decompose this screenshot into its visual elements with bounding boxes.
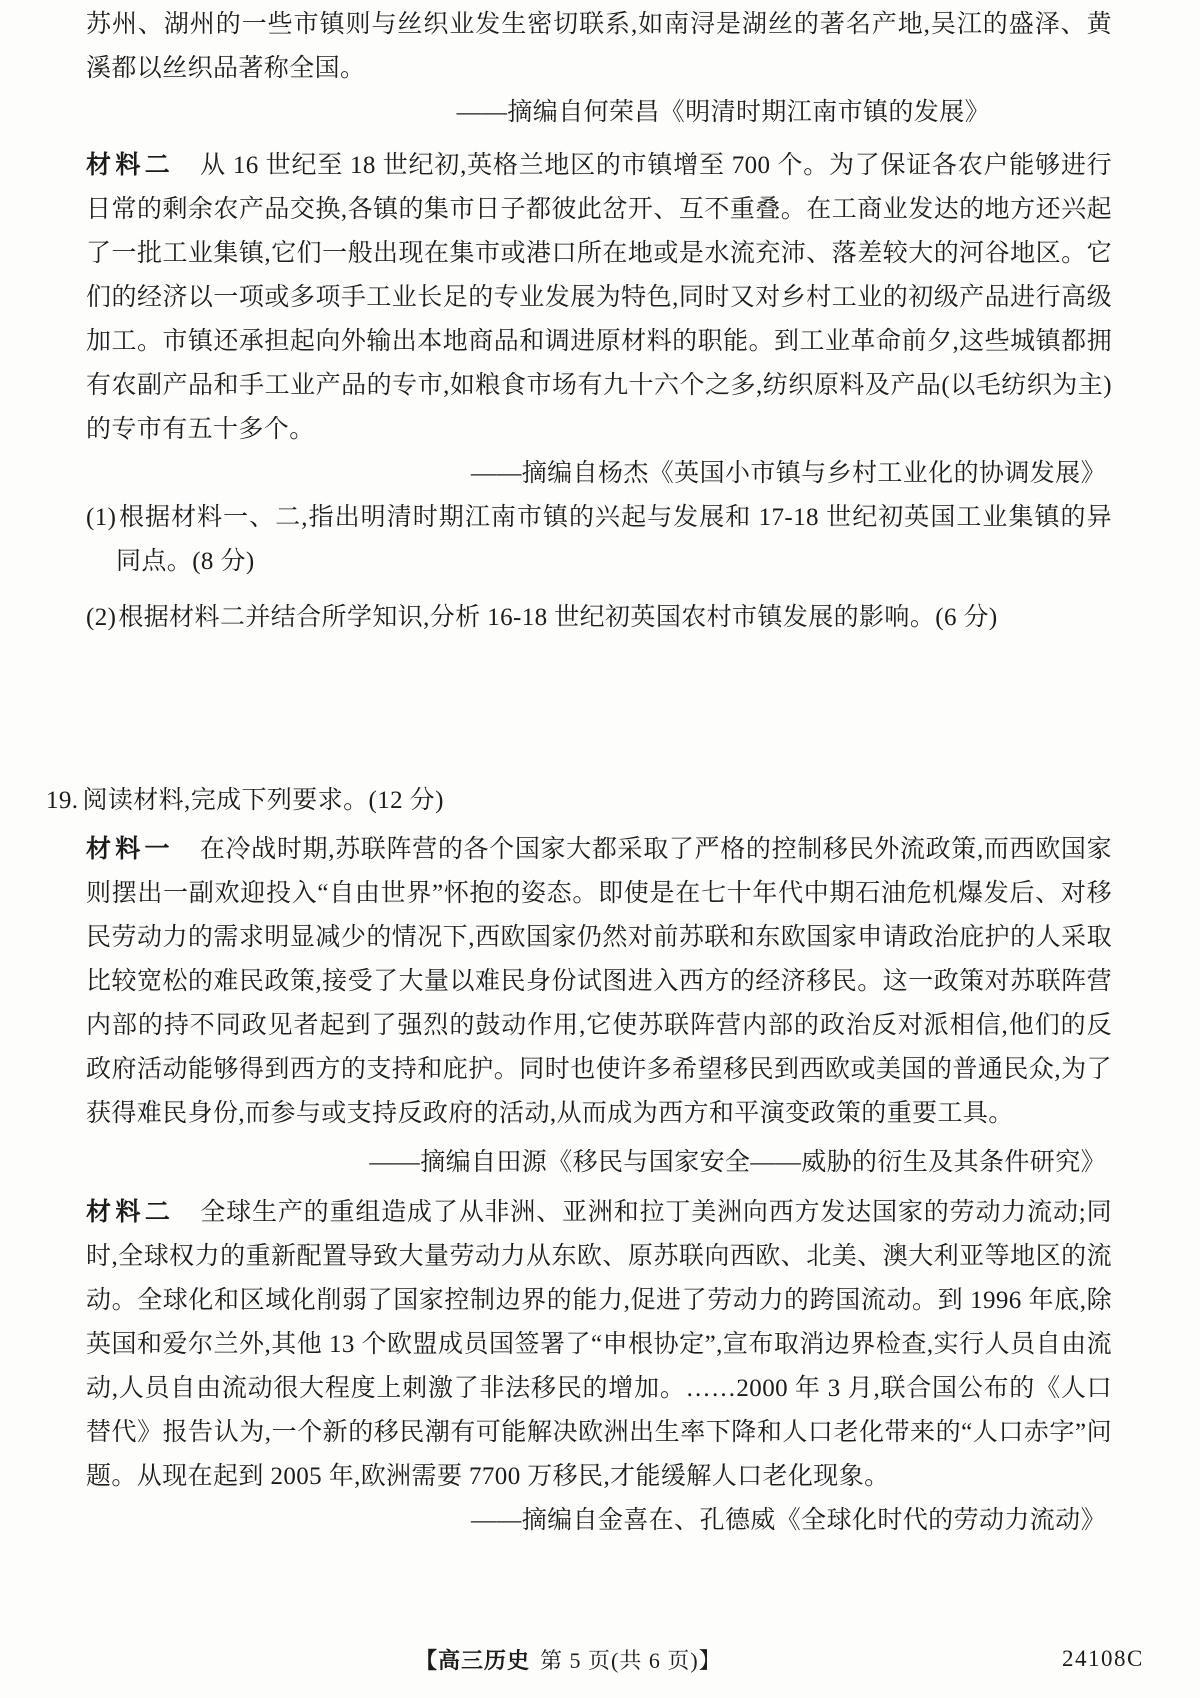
q18-material2-text: 从 16 世纪至 18 世纪初,英格兰地区的市镇增至 700 个。为了保证各农户能够进行日常的剩余农产品交换,各镇的集市日子都彼此岔开、互不重叠。在工商业发达的地方还兴起了一批工业集镇,它们一般出现在集市或港口所在地或是水流充沛、落差较大的河谷地区。它们的经济以一项或多项手工业长足的专业发展为特色,同时又对乡村工业的初级产品进行高级加工。市镇还承担起向外输出本地商品和调进原材料的职能。到工业革命前夕,这些城镇都拥有农副产品和手工业产品的专市,如粮食市场有九十六个之多,纺织原料及产品(以毛纺织为主)的专市有五十多个。 — [86, 152, 1112, 443]
q19-material1-label: 材料一 — [86, 835, 174, 863]
q19-stem-text: 阅读材料,完成下列要求。(12 分) — [82, 787, 444, 814]
q19-number: 19. — [46, 787, 79, 814]
q19-material2-text: 全球生产的重组造成了从非洲、亚洲和拉丁美洲向西方发达国家的劳动力流动;同时,全球权力的重新配置导致大量劳动力从东欧、原苏联向西欧、北美、澳大利亚等地区的流动。全球化和区域化削弱了国家控制边界的能力,促进了劳动力的跨国流动。到 1996 年底,除英国和爱尔兰外,其他 13 个欧盟成员国签署了“申根协定”,宣布取消边界检查,实行人员自由流动,人员自由流动很大程度上刺激了非法移民的增加。……2000 年 3 月,联合国公布的《人口替代》报告认为,一个新的移民潮有可能解决欧洲出生率下降和人口老化带来的“人口赤字”问题。从现在起到 2005 年,欧洲需要 7700 万移民,才能缓解人口老化现象。 — [86, 1199, 1112, 1490]
footer-paper-code: 24108C — [1062, 1646, 1144, 1671]
footer-subject-label: 【高三历史 — [415, 1648, 531, 1673]
q18-subquestion-1 — [86, 496, 1112, 584]
q19-material2-source: ——摘编自金喜在、孔德威《全球化时代的劳动力流动》 — [470, 1507, 1106, 1534]
q19-material1-paragraph — [86, 827, 1112, 1136]
footer-page-label — [415, 1644, 722, 1675]
q18-subquestion-1-number: (1) — [86, 504, 117, 531]
q18-subquestion-2-number: (2) — [86, 604, 117, 631]
q18-material2-paragraph — [86, 143, 1112, 452]
q18-subquestion-2-text: 根据材料二并结合所学知识,分析 16-18 世纪初英国农村市镇发展的影响。(6 分) — [118, 604, 998, 631]
q18-subquestion-1-text: 根据材料一、二,指出明清时期江南市镇的兴起与发展和 17-18 世纪初英国工业集镇的异同点。(8 分) — [116, 504, 1112, 575]
q19-material2-label: 材料二 — [86, 1198, 175, 1226]
q18-material2-label: 材料二 — [86, 151, 175, 179]
q19-heading — [46, 779, 1112, 823]
q18-material1-source: ——摘编自何荣昌《明清时期江南市镇的发展》 — [456, 99, 990, 126]
page-content — [46, 3, 1112, 1543]
footer-page-number: 第 5 页(共 6 页)】 — [540, 1648, 722, 1673]
q18-material1-continuation-text: 苏州、湖州的一些市镇则与丝织业发生密切联系,如南浔是湖丝的著名产地,吴江的盛泽、黄溪都以丝织品著称全国。 — [86, 11, 1112, 82]
q19-material2-paragraph — [86, 1190, 1112, 1499]
q19-material1-source: ——摘编自田源《移民与国家安全——威胁的衍生及其条件研究》 — [369, 1149, 1106, 1176]
q19-material1-text: 在冷战时期,苏联阵营的各个国家大都采取了严格的控制移民外流政策,而西欧国家则摆出一副欢迎投入“自由世界”怀抱的姿态。即使是在七十年代中期石油危机爆发后、对移民劳动力的需求明显减少的情况下,西欧国家仍然对前苏联和东欧国家申请政治庇护的人采取比较宽松的难民政策,接受了大量以难民身份试图进入西方的经济移民。这一政策对苏联阵营内部的持不同政见者起到了强烈的鼓动作用,它使苏联阵营内部的政治反对派相信,他们的反政府活动能够得到西方的支持和庇护。同时也使许多希望移民到西欧或美国的普通民众,为了获得难民身份,而参与或支持反政府的活动,从而成为西方和平演变政策的重要工具。 — [86, 836, 1112, 1127]
q18-subquestion-2 — [86, 596, 1112, 640]
q18-material2-source: ——摘编自杨杰《英国小市镇与乡村工业化的协调发展》 — [470, 460, 1106, 487]
